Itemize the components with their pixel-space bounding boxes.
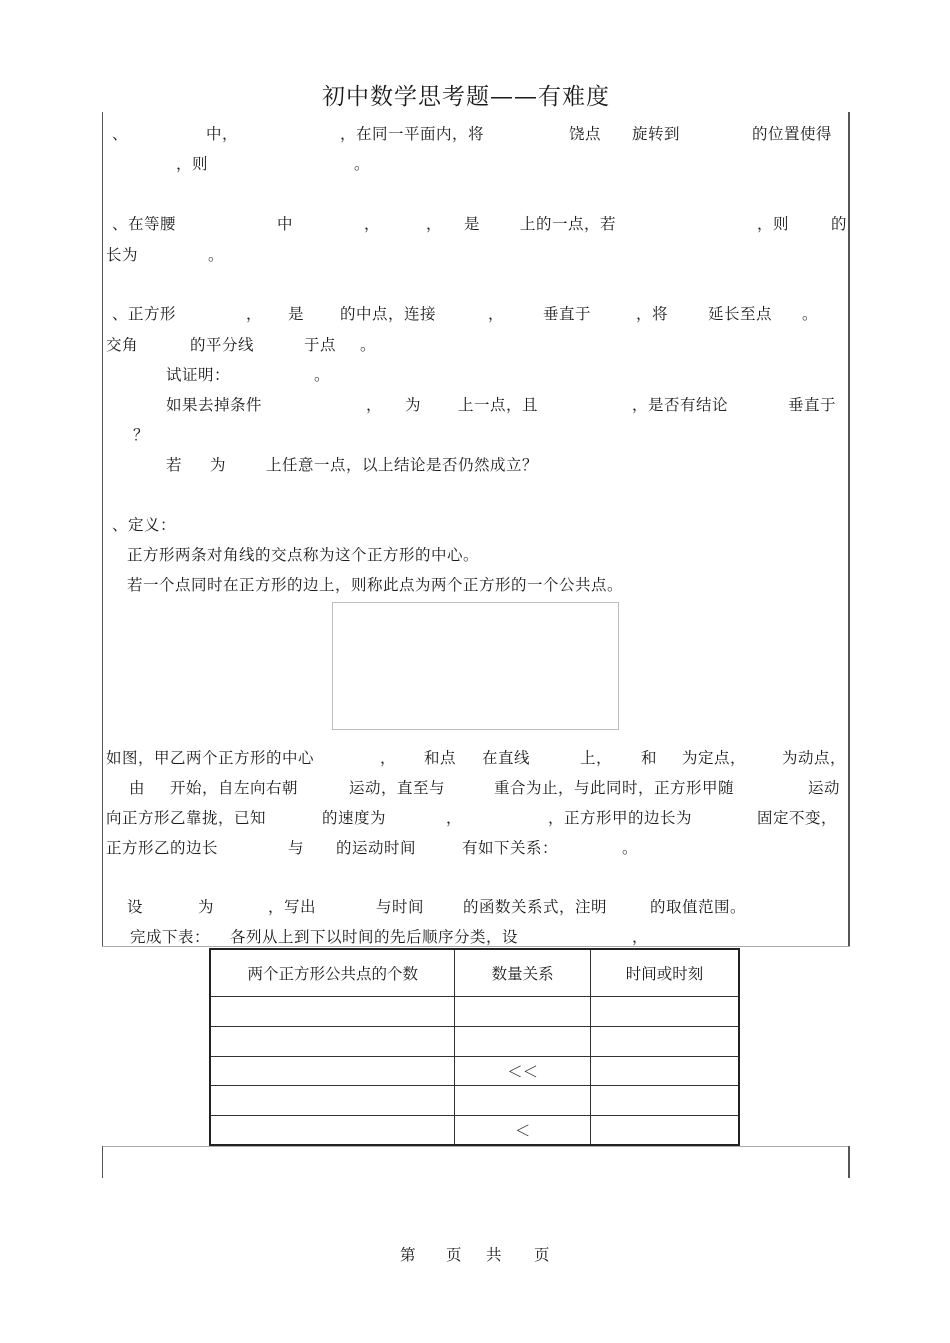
figure-placeholder <box>332 602 619 730</box>
text-segment: 由 <box>129 779 146 797</box>
text-segment: 上， <box>580 749 613 767</box>
frame2-left-line <box>102 1146 103 1178</box>
frame-right-line <box>848 112 850 947</box>
text-segment: ，正方形甲的边长为 <box>548 809 693 827</box>
text-segment: 饶点 <box>569 125 602 143</box>
text-segment: 是 <box>288 305 305 323</box>
table-cell: ＜＜ <box>455 1056 591 1086</box>
text-segment: 若 <box>166 456 183 474</box>
text-segment: 、 <box>112 125 129 143</box>
text-segment: 和点 <box>424 749 457 767</box>
text-segment: ，则 <box>176 155 209 173</box>
text-segment: ，是否有结论 <box>632 396 729 414</box>
frame-left-line <box>102 112 103 947</box>
table-row <box>210 1086 739 1116</box>
table-header-row <box>210 949 739 997</box>
text-segment: 。 <box>354 155 371 173</box>
table-cell <box>590 1115 739 1145</box>
text-segment: 开始，自左向右朝 <box>170 779 299 797</box>
text-segment: 。 <box>208 246 225 264</box>
table-cell <box>590 1056 739 1086</box>
table-row <box>210 1115 739 1145</box>
text-segment: ，在同一平面内，将 <box>340 125 485 143</box>
table-row <box>210 997 739 1027</box>
text-segment: 的平分线 <box>190 336 255 354</box>
text-segment: 运动，直至与 <box>349 779 446 797</box>
footer-total-label: 页 <box>534 1246 551 1264</box>
text-segment: ？ <box>133 426 150 444</box>
text-segment: ， <box>488 305 505 323</box>
table-cell <box>590 997 739 1027</box>
text-segment: 交角 <box>106 336 139 354</box>
text-segment: 为 <box>198 898 215 916</box>
table-header-cell: 数量关系 <box>455 949 591 997</box>
text-segment: 垂直于 <box>543 305 592 323</box>
table-row <box>210 1056 739 1086</box>
frame2-top-line <box>102 1146 850 1147</box>
text-segment: 长为 <box>106 246 139 264</box>
text-segment: 和 <box>641 749 658 767</box>
text-segment: 设 <box>127 898 144 916</box>
table-cell <box>210 1086 455 1116</box>
classification-table <box>209 948 740 1146</box>
frame2-right-line <box>848 1146 850 1178</box>
text-segment: 正方形乙的边长 <box>106 839 219 857</box>
text-segment: 的 <box>831 215 848 233</box>
text-segment: 的位置使得 <box>752 125 833 143</box>
table-cell <box>210 1115 455 1145</box>
text-segment: 上任意一点，以上结论是否仍然成立？ <box>266 456 539 474</box>
text-segment: 上的一点，若 <box>520 215 617 233</box>
text-segment: ，则 <box>757 215 790 233</box>
footer-page-label: 第 <box>400 1246 417 1264</box>
text-segment: 为动点， <box>782 749 847 767</box>
table-cell: ＜ <box>455 1115 591 1145</box>
text-segment: ， <box>446 809 463 827</box>
text-segment: 与时间 <box>376 898 425 916</box>
text-segment: ， <box>380 749 397 767</box>
text-segment: 的速度为 <box>322 809 387 827</box>
text-segment: 中 <box>277 215 294 233</box>
text-segment: 中， <box>206 125 239 143</box>
text-segment: 如果去掉条件 <box>166 396 263 414</box>
text-segment: 的取值范围。 <box>650 898 747 916</box>
text-segment: ，写出 <box>268 898 317 916</box>
footer-page-label: 页 <box>446 1246 463 1264</box>
text-segment: 若一个点同时在正方形的边上，则称此点为两个正方形的一个公共点。 <box>127 576 624 594</box>
text-segment: 为定点， <box>682 749 747 767</box>
text-segment: 为 <box>210 456 227 474</box>
table-cell <box>455 997 591 1027</box>
text-segment: 的运动时间 <box>336 839 417 857</box>
text-segment: 。 <box>802 305 819 323</box>
table-cell <box>210 1056 455 1086</box>
footer-total-label: 共 <box>486 1246 503 1264</box>
text-segment: 、正方形 <box>112 305 177 323</box>
text-segment: 于点 <box>304 336 337 354</box>
text-segment: 是 <box>464 215 481 233</box>
text-segment: 上一点，且 <box>458 396 539 414</box>
text-segment: ， <box>246 305 263 323</box>
text-segment: 的函数关系式，注明 <box>463 898 608 916</box>
text-segment: 运动 <box>808 779 841 797</box>
text-segment: 旋转到 <box>632 125 681 143</box>
text-segment: 。 <box>622 839 639 857</box>
text-segment: 重合为止，与此同时，正方形甲随 <box>494 779 735 797</box>
table-cell <box>210 997 455 1027</box>
table-header-cell: 时间或时刻 <box>590 949 739 997</box>
text-segment: 。 <box>360 336 377 354</box>
table-row <box>210 1027 739 1057</box>
table-cell <box>590 1027 739 1057</box>
text-segment: ， <box>632 928 649 946</box>
text-segment: 如图，甲乙两个正方形的中心 <box>106 749 315 767</box>
text-segment: 完成下表： <box>130 928 211 946</box>
table-cell <box>590 1086 739 1116</box>
text-segment: 、在等腰 <box>112 215 177 233</box>
text-segment: 的中点，连接 <box>340 305 437 323</box>
text-segment: 有如下关系： <box>462 839 559 857</box>
text-segment: ， <box>364 215 381 233</box>
text-segment: 试证明： <box>166 366 231 384</box>
text-segment: 垂直于 <box>788 396 837 414</box>
text-segment: ， <box>426 215 443 233</box>
text-segment: 正方形两条对角线的交点称为这个正方形的中心。 <box>127 546 480 564</box>
table-cell <box>455 1027 591 1057</box>
table-cell <box>210 1027 455 1057</box>
table-cell <box>455 1086 591 1116</box>
text-segment: 。 <box>314 366 331 384</box>
text-segment: 、定义： <box>112 516 177 534</box>
text-segment: 延长至点 <box>708 305 773 323</box>
text-segment: 与 <box>288 839 305 857</box>
text-segment: ， <box>366 396 383 414</box>
text-segment: 为 <box>405 396 422 414</box>
text-segment: ，将 <box>636 305 669 323</box>
text-segment: 固定不变， <box>757 809 838 827</box>
text-segment: 向正方形乙靠拢，已知 <box>106 809 267 827</box>
table-header-cell: 两个正方形公共点的个数 <box>210 949 455 997</box>
text-segment: 在直线 <box>482 749 531 767</box>
page-title: 初中数学思考题——有难度 <box>322 84 610 110</box>
text-segment: 各列从上到下以时间的先后顺序分类，设 <box>230 928 519 946</box>
